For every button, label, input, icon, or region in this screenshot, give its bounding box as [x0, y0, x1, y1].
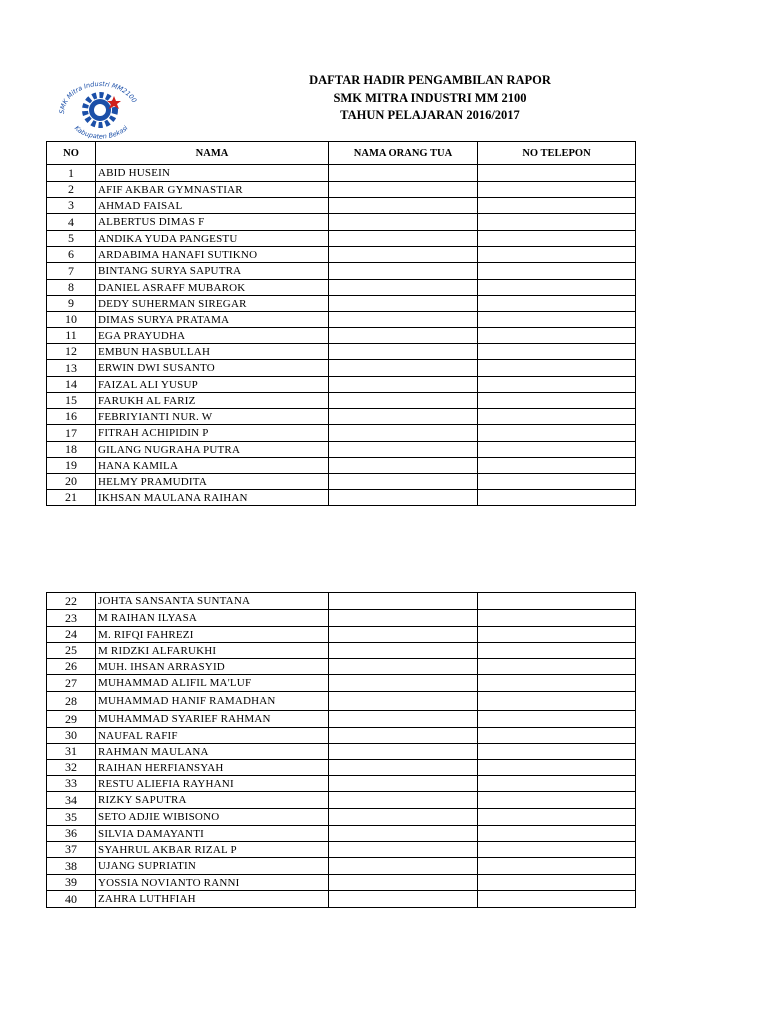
table-row: [47, 842, 636, 858]
parent-name-cell[interactable]: [329, 296, 478, 312]
row-number: 25: [47, 643, 96, 659]
table-row: [47, 675, 636, 692]
student-name: FAIZAL ALI YUSUP: [96, 377, 329, 393]
header-orang-tua: NAMA ORANG TUA: [329, 142, 478, 165]
table-2-body: [47, 593, 636, 908]
student-name: GILANG NUGRAHA PUTRA: [96, 442, 329, 458]
student-name: HANA KAMILA: [96, 458, 329, 474]
parent-name-cell[interactable]: [329, 393, 478, 409]
student-name: DIMAS SURYA PRATAMA: [96, 312, 329, 328]
student-name: SETO ADJIE WIBISONO: [96, 809, 329, 826]
row-number: 20: [47, 474, 96, 490]
row-number: 23: [47, 610, 96, 627]
student-name: UJANG SUPRIATIN: [96, 858, 329, 875]
school-logo: [54, 78, 146, 140]
student-name: DEDY SUHERMAN SIREGAR: [96, 296, 329, 312]
table-row: [47, 809, 636, 826]
student-name: YOSSIA NOVIANTO RANNI: [96, 875, 329, 891]
row-number: 36: [47, 826, 96, 842]
table-row: [47, 247, 636, 263]
student-name: M. RIFQI FAHREZI: [96, 627, 329, 643]
parent-name-cell[interactable]: [329, 809, 478, 826]
row-number: 18: [47, 442, 96, 458]
phone-cell[interactable]: [478, 858, 636, 875]
student-name: EMBUN HASBULLAH: [96, 344, 329, 360]
row-number: 17: [47, 425, 96, 442]
parent-name-cell[interactable]: [329, 458, 478, 474]
table-row: [47, 393, 636, 409]
title-line-1: DAFTAR HADIR PENGAMBILAN RAPOR: [309, 73, 551, 87]
table-row: [47, 198, 636, 214]
header-nama: NAMA: [96, 142, 329, 165]
parent-name-cell[interactable]: [329, 760, 478, 776]
row-number: 4: [47, 214, 96, 231]
table-row: [47, 744, 636, 760]
table-row: [47, 425, 636, 442]
parent-name-cell[interactable]: [329, 776, 478, 792]
phone-cell[interactable]: [478, 627, 636, 643]
parent-name-cell[interactable]: [329, 610, 478, 627]
student-name: HELMY PRAMUDITA: [96, 474, 329, 490]
row-number: 33: [47, 776, 96, 792]
phone-cell[interactable]: [478, 711, 636, 728]
student-name: DANIEL ASRAFF MUBAROK: [96, 280, 329, 296]
student-name: ZAHRA LUTHFIAH: [96, 891, 329, 908]
student-name: BINTANG SURYA SAPUTRA: [96, 263, 329, 280]
parent-name-cell[interactable]: [329, 675, 478, 692]
table-row: [47, 328, 636, 344]
row-number: 2: [47, 182, 96, 198]
student-name: M RIDZKI ALFARUKHI: [96, 643, 329, 659]
phone-cell[interactable]: [478, 792, 636, 809]
table-row: [47, 263, 636, 280]
title-line-2: SMK MITRA INDUSTRI MM 2100: [333, 90, 527, 105]
student-name: FITRAH ACHIPIDIN P: [96, 425, 329, 442]
student-name: ANDIKA YUDA PANGESTU: [96, 231, 329, 247]
student-name: RAHMAN MAULANA: [96, 744, 329, 760]
row-number: 37: [47, 842, 96, 858]
parent-name-cell[interactable]: [329, 474, 478, 490]
phone-cell[interactable]: [478, 247, 636, 263]
row-number: 14: [47, 377, 96, 393]
phone-cell[interactable]: [478, 182, 636, 198]
phone-cell[interactable]: [478, 280, 636, 296]
attendance-table-2: [46, 592, 636, 908]
table-1-body: [47, 165, 636, 506]
phone-cell[interactable]: [478, 809, 636, 826]
phone-cell[interactable]: [478, 393, 636, 409]
student-name: NAUFAL RAFIF: [96, 728, 329, 744]
student-name: IKHSAN MAULANA RAIHAN: [96, 490, 329, 506]
phone-cell[interactable]: [478, 231, 636, 247]
parent-name-cell[interactable]: [329, 280, 478, 296]
row-number: 15: [47, 393, 96, 409]
header-no: NO: [47, 142, 96, 165]
document-header: [230, 72, 630, 125]
row-number: 12: [47, 344, 96, 360]
parent-name-cell[interactable]: [329, 377, 478, 393]
table-row: [47, 627, 636, 643]
row-number: 32: [47, 760, 96, 776]
phone-cell[interactable]: [478, 474, 636, 490]
parent-name-cell[interactable]: [329, 409, 478, 425]
parent-name-cell[interactable]: [329, 165, 478, 182]
phone-cell[interactable]: [478, 263, 636, 280]
student-name: MUHAMMAD ALIFIL MA'LUF: [96, 675, 329, 692]
phone-cell[interactable]: [478, 312, 636, 328]
parent-name-cell[interactable]: [329, 263, 478, 280]
phone-cell[interactable]: [478, 165, 636, 182]
student-name: FEBRIYIANTI NUR. W: [96, 409, 329, 425]
student-name: AHMAD FAISAL: [96, 198, 329, 214]
student-name: RIZKY SAPUTRA: [96, 792, 329, 809]
parent-name-cell[interactable]: [329, 875, 478, 891]
student-name: M RAIHAN ILYASA: [96, 610, 329, 627]
parent-name-cell[interactable]: [329, 344, 478, 360]
row-number: 19: [47, 458, 96, 474]
parent-name-cell[interactable]: [329, 792, 478, 809]
phone-cell[interactable]: [478, 409, 636, 425]
parent-name-cell[interactable]: [329, 627, 478, 643]
phone-cell[interactable]: [478, 760, 636, 776]
parent-name-cell[interactable]: [329, 360, 478, 377]
table-row: [47, 826, 636, 842]
table-row: [47, 409, 636, 425]
table-row: [47, 280, 636, 296]
phone-cell[interactable]: [478, 593, 636, 610]
row-number: 1: [47, 165, 96, 182]
student-name: JOHTA SANSANTA SUNTANA: [96, 593, 329, 610]
row-number: 22: [47, 593, 96, 610]
table-row: [47, 776, 636, 792]
row-number: 24: [47, 627, 96, 643]
phone-cell[interactable]: [478, 891, 636, 908]
phone-cell[interactable]: [478, 425, 636, 442]
table-row: [47, 659, 636, 675]
parent-name-cell[interactable]: [329, 231, 478, 247]
row-number: 26: [47, 659, 96, 675]
parent-name-cell[interactable]: [329, 891, 478, 908]
row-number: 38: [47, 858, 96, 875]
student-name: ERWIN DWI SUSANTO: [96, 360, 329, 377]
row-number: 5: [47, 231, 96, 247]
parent-name-cell[interactable]: [329, 247, 478, 263]
student-name: AFIF AKBAR GYMNASTIAR: [96, 182, 329, 198]
student-name: ALBERTUS DIMAS F: [96, 214, 329, 231]
table-row: [47, 377, 636, 393]
student-name: MUHAMMAD HANIF RAMADHAN: [96, 692, 329, 711]
table-row: [47, 792, 636, 809]
header-telepon: NO TELEPON: [478, 142, 636, 165]
student-name: RESTU ALIEFIA RAYHANI: [96, 776, 329, 792]
parent-name-cell[interactable]: [329, 490, 478, 506]
row-number: 8: [47, 280, 96, 296]
table-row: [47, 182, 636, 198]
row-number: 13: [47, 360, 96, 377]
phone-cell[interactable]: [478, 675, 636, 692]
phone-cell[interactable]: [478, 344, 636, 360]
row-number: 27: [47, 675, 96, 692]
table-row: [47, 593, 636, 610]
row-number: 9: [47, 296, 96, 312]
phone-cell[interactable]: [478, 728, 636, 744]
parent-name-cell[interactable]: [329, 692, 478, 711]
student-name: SYAHRUL AKBAR RIZAL P: [96, 842, 329, 858]
row-number: 29: [47, 711, 96, 728]
phone-cell[interactable]: [478, 842, 636, 858]
table-row: [47, 728, 636, 744]
table-row: [47, 692, 636, 711]
table-row: [47, 610, 636, 627]
parent-name-cell[interactable]: [329, 214, 478, 231]
parent-name-cell[interactable]: [329, 593, 478, 610]
table-row: [47, 344, 636, 360]
student-name: FARUKH AL FARIZ: [96, 393, 329, 409]
phone-cell[interactable]: [478, 360, 636, 377]
row-number: 39: [47, 875, 96, 891]
phone-cell[interactable]: [478, 875, 636, 891]
table-row: [47, 891, 636, 908]
row-number: 28: [47, 692, 96, 711]
phone-cell[interactable]: [478, 826, 636, 842]
table-header-row: [47, 142, 636, 165]
student-name: ARDABIMA HANAFI SUTIKNO: [96, 247, 329, 263]
parent-name-cell[interactable]: [329, 711, 478, 728]
gear-icon: [85, 95, 115, 125]
phone-cell[interactable]: [478, 296, 636, 312]
parent-name-cell[interactable]: [329, 312, 478, 328]
table-row: [47, 360, 636, 377]
parent-name-cell[interactable]: [329, 182, 478, 198]
parent-name-cell[interactable]: [329, 728, 478, 744]
phone-cell[interactable]: [478, 490, 636, 506]
row-number: 31: [47, 744, 96, 760]
student-name: EGA PRAYUDHA: [96, 328, 329, 344]
parent-name-cell[interactable]: [329, 744, 478, 760]
parent-name-cell[interactable]: [329, 198, 478, 214]
attendance-table-1: [46, 141, 636, 506]
parent-name-cell[interactable]: [329, 643, 478, 659]
row-number: 21: [47, 490, 96, 506]
table-row: [47, 442, 636, 458]
phone-cell[interactable]: [478, 214, 636, 231]
row-number: 40: [47, 891, 96, 908]
table-row: [47, 474, 636, 490]
row-number: 3: [47, 198, 96, 214]
student-name: MUH. IHSAN ARRASYID: [96, 659, 329, 675]
phone-cell[interactable]: [478, 659, 636, 675]
phone-cell[interactable]: [478, 744, 636, 760]
phone-cell[interactable]: [478, 776, 636, 792]
table-row: [47, 643, 636, 659]
parent-name-cell[interactable]: [329, 842, 478, 858]
row-number: 35: [47, 809, 96, 826]
table-row: [47, 231, 636, 247]
row-number: 16: [47, 409, 96, 425]
phone-cell[interactable]: [478, 198, 636, 214]
table-row: [47, 296, 636, 312]
student-name: MUHAMMAD SYARIEF RAHMAN: [96, 711, 329, 728]
student-name: ABID HUSEIN: [96, 165, 329, 182]
title-line-3: TAHUN PELAJARAN 2016/2017: [340, 108, 520, 122]
phone-cell[interactable]: [478, 610, 636, 627]
table-row: [47, 875, 636, 891]
row-number: 11: [47, 328, 96, 344]
parent-name-cell[interactable]: [329, 659, 478, 675]
parent-name-cell[interactable]: [329, 442, 478, 458]
row-number: 6: [47, 247, 96, 263]
phone-cell[interactable]: [478, 328, 636, 344]
row-number: 30: [47, 728, 96, 744]
table-row: [47, 760, 636, 776]
parent-name-cell[interactable]: [329, 425, 478, 442]
row-number: 7: [47, 263, 96, 280]
parent-name-cell[interactable]: [329, 328, 478, 344]
table-row: [47, 214, 636, 231]
phone-cell[interactable]: [478, 442, 636, 458]
student-name: RAIHAN HERFIANSYAH: [96, 760, 329, 776]
logo-ring-top-text: SMK Mitra Industri MM2100: [57, 79, 139, 115]
phone-cell[interactable]: [478, 643, 636, 659]
table-row: [47, 165, 636, 182]
table-row: [47, 711, 636, 728]
phone-cell[interactable]: [478, 458, 636, 474]
student-name: SILVIA DAMAYANTI: [96, 826, 329, 842]
table-row: [47, 312, 636, 328]
phone-cell[interactable]: [478, 377, 636, 393]
parent-name-cell[interactable]: [329, 826, 478, 842]
table-row: [47, 858, 636, 875]
phone-cell[interactable]: [478, 692, 636, 711]
row-number: 34: [47, 792, 96, 809]
row-number: 10: [47, 312, 96, 328]
table-row: [47, 490, 636, 506]
logo-ring-bottom-text: Kabupaten Bekasi: [72, 124, 130, 140]
table-row: [47, 458, 636, 474]
parent-name-cell[interactable]: [329, 858, 478, 875]
